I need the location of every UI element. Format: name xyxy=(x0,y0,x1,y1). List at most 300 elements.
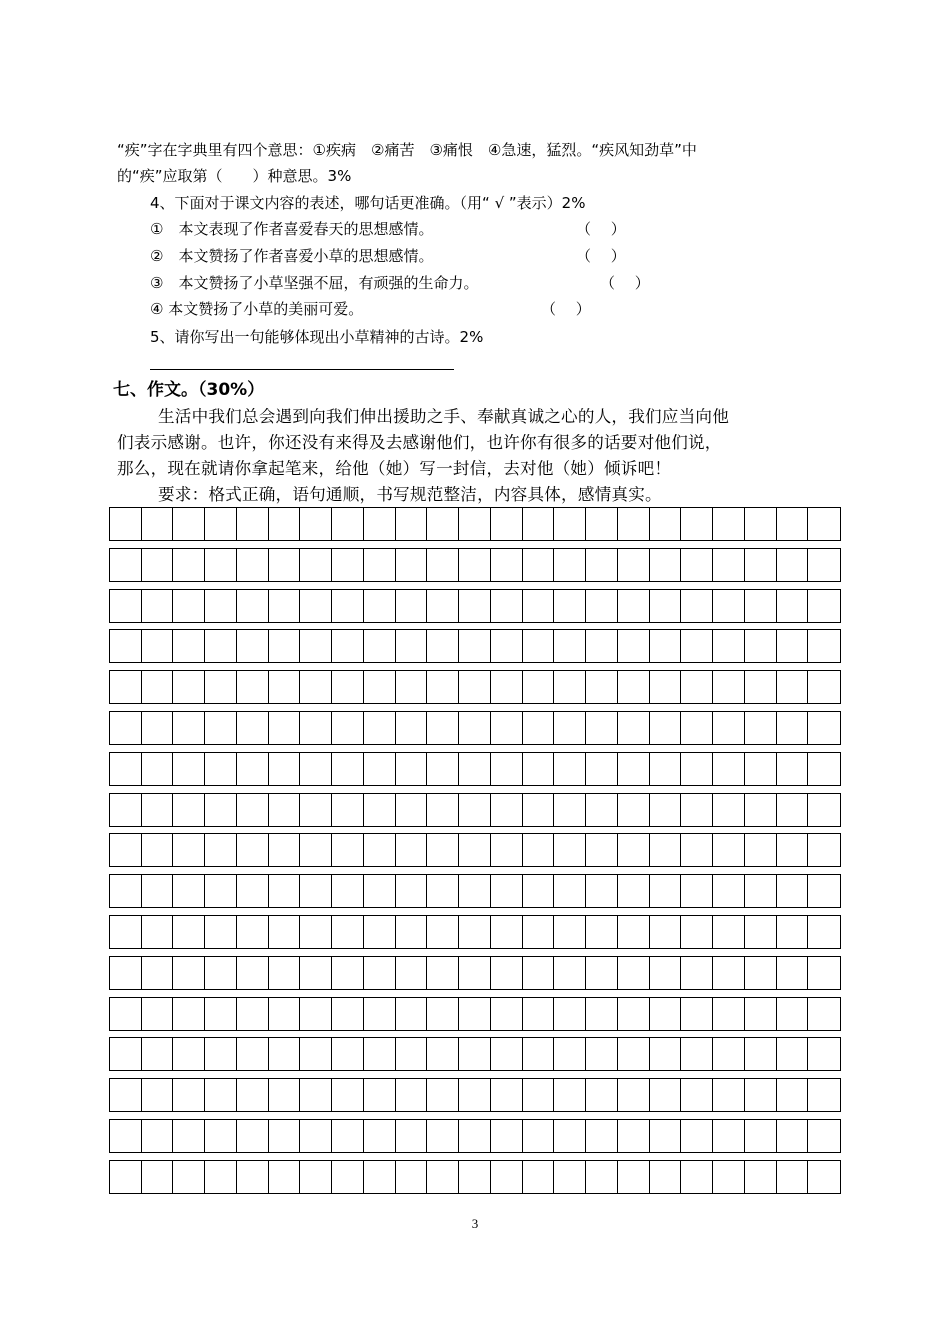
grid-cell[interactable] xyxy=(745,1120,777,1152)
grid-cell[interactable] xyxy=(332,998,364,1030)
grid-cell[interactable] xyxy=(110,712,142,744)
grid-cell[interactable] xyxy=(650,957,682,989)
grid-cell[interactable] xyxy=(142,1079,174,1111)
grid-cell[interactable] xyxy=(491,794,523,826)
grid-cell[interactable] xyxy=(110,753,142,785)
grid-cell[interactable] xyxy=(554,1079,586,1111)
grid-cell[interactable] xyxy=(745,794,777,826)
grid-cell[interactable] xyxy=(300,1038,332,1070)
grid-cell[interactable] xyxy=(745,1038,777,1070)
grid-cell[interactable] xyxy=(364,630,396,662)
grid-cell[interactable] xyxy=(491,1120,523,1152)
grid-cell[interactable] xyxy=(237,671,269,703)
grid-cell[interactable] xyxy=(554,1161,586,1193)
grid-cell[interactable] xyxy=(681,671,713,703)
grid-cell[interactable] xyxy=(300,875,332,907)
grid-cell[interactable] xyxy=(427,834,459,866)
grid-cell[interactable] xyxy=(745,998,777,1030)
grid-cell[interactable] xyxy=(745,590,777,622)
grid-cell[interactable] xyxy=(110,916,142,948)
grid-cell[interactable] xyxy=(650,834,682,866)
grid-cell[interactable] xyxy=(173,1038,205,1070)
grid-cell[interactable] xyxy=(745,957,777,989)
grid-cell[interactable] xyxy=(173,1120,205,1152)
grid-cell[interactable] xyxy=(681,630,713,662)
grid-cell[interactable] xyxy=(459,998,491,1030)
grid-cell[interactable] xyxy=(713,671,745,703)
grid-cell[interactable] xyxy=(777,671,809,703)
grid-cell[interactable] xyxy=(364,1161,396,1193)
grid-cell[interactable] xyxy=(173,630,205,662)
grid-cell[interactable] xyxy=(205,1161,237,1193)
grid-cell[interactable] xyxy=(205,794,237,826)
grid-cell[interactable] xyxy=(237,1079,269,1111)
grid-cell[interactable] xyxy=(618,753,650,785)
grid-cell[interactable] xyxy=(205,712,237,744)
grid-cell[interactable] xyxy=(269,590,301,622)
grid-cell[interactable] xyxy=(523,1079,555,1111)
grid-cell[interactable] xyxy=(332,753,364,785)
grid-cell[interactable] xyxy=(300,1079,332,1111)
grid-cell[interactable] xyxy=(491,998,523,1030)
grid-cell[interactable] xyxy=(491,590,523,622)
grid-cell[interactable] xyxy=(713,998,745,1030)
grid-cell[interactable] xyxy=(808,671,840,703)
grid-cell[interactable] xyxy=(491,875,523,907)
grid-cell[interactable] xyxy=(269,549,301,581)
grid-cell[interactable] xyxy=(681,1079,713,1111)
grid-cell[interactable] xyxy=(364,794,396,826)
grid-cell[interactable] xyxy=(586,834,618,866)
grid-cell[interactable] xyxy=(110,549,142,581)
grid-cell[interactable] xyxy=(332,1038,364,1070)
grid-cell[interactable] xyxy=(618,508,650,540)
grid-cell[interactable] xyxy=(713,834,745,866)
grid-cell[interactable] xyxy=(523,998,555,1030)
grid-cell[interactable] xyxy=(586,998,618,1030)
grid-cell[interactable] xyxy=(237,998,269,1030)
grid-cell[interactable] xyxy=(808,998,840,1030)
grid-cell[interactable] xyxy=(681,834,713,866)
grid-cell[interactable] xyxy=(300,916,332,948)
grid-cell[interactable] xyxy=(427,998,459,1030)
grid-cell[interactable] xyxy=(554,590,586,622)
grid-cell[interactable] xyxy=(459,590,491,622)
grid-cell[interactable] xyxy=(396,875,428,907)
grid-cell[interactable] xyxy=(554,630,586,662)
grid-cell[interactable] xyxy=(300,957,332,989)
grid-cell[interactable] xyxy=(618,1079,650,1111)
grid-cell[interactable] xyxy=(554,508,586,540)
grid-cell[interactable] xyxy=(650,1120,682,1152)
grid-cell[interactable] xyxy=(777,916,809,948)
grid-cell[interactable] xyxy=(427,957,459,989)
grid-cell[interactable] xyxy=(173,1079,205,1111)
grid-cell[interactable] xyxy=(300,590,332,622)
grid-cell[interactable] xyxy=(459,1038,491,1070)
grid-cell[interactable] xyxy=(491,1038,523,1070)
grid-cell[interactable] xyxy=(173,508,205,540)
grid-cell[interactable] xyxy=(459,671,491,703)
grid-cell[interactable] xyxy=(713,794,745,826)
grid-cell[interactable] xyxy=(681,1038,713,1070)
grid-cell[interactable] xyxy=(586,957,618,989)
grid-cell[interactable] xyxy=(237,1120,269,1152)
grid-cell[interactable] xyxy=(808,1038,840,1070)
grid-cell[interactable] xyxy=(681,794,713,826)
grid-cell[interactable] xyxy=(396,630,428,662)
grid-cell[interactable] xyxy=(364,916,396,948)
grid-cell[interactable] xyxy=(713,508,745,540)
grid-cell[interactable] xyxy=(554,957,586,989)
grid-cell[interactable] xyxy=(681,1120,713,1152)
grid-cell[interactable] xyxy=(205,753,237,785)
grid-cell[interactable] xyxy=(523,1038,555,1070)
grid-cell[interactable] xyxy=(142,753,174,785)
grid-cell[interactable] xyxy=(681,957,713,989)
grid-cell[interactable] xyxy=(459,549,491,581)
grid-cell[interactable] xyxy=(681,712,713,744)
grid-cell[interactable] xyxy=(777,753,809,785)
grid-cell[interactable] xyxy=(269,875,301,907)
grid-cell[interactable] xyxy=(618,671,650,703)
grid-cell[interactable] xyxy=(554,1038,586,1070)
grid-cell[interactable] xyxy=(427,590,459,622)
grid-cell[interactable] xyxy=(681,998,713,1030)
grid-cell[interactable] xyxy=(110,1079,142,1111)
grid-cell[interactable] xyxy=(618,1161,650,1193)
grid-cell[interactable] xyxy=(523,794,555,826)
grid-cell[interactable] xyxy=(777,1120,809,1152)
grid-cell[interactable] xyxy=(459,957,491,989)
grid-cell[interactable] xyxy=(808,834,840,866)
grid-cell[interactable] xyxy=(523,590,555,622)
grid-cell[interactable] xyxy=(332,916,364,948)
grid-cell[interactable] xyxy=(491,957,523,989)
grid-cell[interactable] xyxy=(142,998,174,1030)
grid-cell[interactable] xyxy=(713,630,745,662)
grid-cell[interactable] xyxy=(459,1161,491,1193)
grid-cell[interactable] xyxy=(269,916,301,948)
grid-cell[interactable] xyxy=(332,794,364,826)
grid-cell[interactable] xyxy=(396,1120,428,1152)
grid-cell[interactable] xyxy=(110,957,142,989)
q4-option-2-answer-box[interactable]: （ ） xyxy=(576,247,626,265)
grid-cell[interactable] xyxy=(237,834,269,866)
grid-cell[interactable] xyxy=(173,834,205,866)
grid-cell[interactable] xyxy=(364,712,396,744)
grid-cell[interactable] xyxy=(586,1120,618,1152)
grid-cell[interactable] xyxy=(777,1038,809,1070)
grid-cell[interactable] xyxy=(618,834,650,866)
grid-cell[interactable] xyxy=(173,957,205,989)
grid-cell[interactable] xyxy=(173,998,205,1030)
grid-cell[interactable] xyxy=(713,1161,745,1193)
grid-cell[interactable] xyxy=(205,957,237,989)
grid-cell[interactable] xyxy=(618,998,650,1030)
grid-cell[interactable] xyxy=(300,630,332,662)
grid-cell[interactable] xyxy=(110,998,142,1030)
grid-cell[interactable] xyxy=(554,834,586,866)
grid-cell[interactable] xyxy=(205,671,237,703)
grid-cell[interactable] xyxy=(142,508,174,540)
grid-cell[interactable] xyxy=(523,916,555,948)
grid-cell[interactable] xyxy=(205,875,237,907)
grid-cell[interactable] xyxy=(777,590,809,622)
grid-cell[interactable] xyxy=(554,916,586,948)
grid-cell[interactable] xyxy=(618,916,650,948)
grid-cell[interactable] xyxy=(396,1161,428,1193)
grid-cell[interactable] xyxy=(364,1120,396,1152)
grid-cell[interactable] xyxy=(808,508,840,540)
grid-cell[interactable] xyxy=(745,1161,777,1193)
grid-cell[interactable] xyxy=(618,957,650,989)
writing-grid[interactable] xyxy=(109,507,841,1201)
grid-cell[interactable] xyxy=(300,549,332,581)
grid-cell[interactable] xyxy=(364,1079,396,1111)
grid-cell[interactable] xyxy=(332,508,364,540)
grid-cell[interactable] xyxy=(777,957,809,989)
grid-cell[interactable] xyxy=(745,549,777,581)
grid-cell[interactable] xyxy=(650,794,682,826)
grid-cell[interactable] xyxy=(173,671,205,703)
grid-cell[interactable] xyxy=(332,671,364,703)
grid-cell[interactable] xyxy=(681,508,713,540)
grid-cell[interactable] xyxy=(396,1038,428,1070)
q5-answer-line[interactable] xyxy=(150,369,454,370)
grid-cell[interactable] xyxy=(396,834,428,866)
grid-cell[interactable] xyxy=(173,590,205,622)
grid-cell[interactable] xyxy=(237,1038,269,1070)
grid-cell[interactable] xyxy=(650,590,682,622)
grid-cell[interactable] xyxy=(650,875,682,907)
grid-cell[interactable] xyxy=(554,998,586,1030)
grid-cell[interactable] xyxy=(808,590,840,622)
grid-cell[interactable] xyxy=(459,508,491,540)
grid-cell[interactable] xyxy=(396,590,428,622)
grid-cell[interactable] xyxy=(777,998,809,1030)
grid-cell[interactable] xyxy=(237,916,269,948)
grid-cell[interactable] xyxy=(745,875,777,907)
grid-cell[interactable] xyxy=(777,875,809,907)
grid-cell[interactable] xyxy=(586,916,618,948)
grid-cell[interactable] xyxy=(618,590,650,622)
grid-cell[interactable] xyxy=(110,794,142,826)
grid-cell[interactable] xyxy=(142,916,174,948)
grid-cell[interactable] xyxy=(142,590,174,622)
grid-cell[interactable] xyxy=(110,630,142,662)
grid-cell[interactable] xyxy=(396,998,428,1030)
grid-cell[interactable] xyxy=(618,875,650,907)
grid-cell[interactable] xyxy=(300,834,332,866)
grid-cell[interactable] xyxy=(650,998,682,1030)
grid-cell[interactable] xyxy=(110,1120,142,1152)
grid-cell[interactable] xyxy=(427,712,459,744)
grid-cell[interactable] xyxy=(364,875,396,907)
grid-cell[interactable] xyxy=(554,549,586,581)
grid-cell[interactable] xyxy=(808,753,840,785)
grid-cell[interactable] xyxy=(269,794,301,826)
q4-option-4-answer-box[interactable]: （ ） xyxy=(541,300,591,318)
grid-cell[interactable] xyxy=(110,1161,142,1193)
grid-cell[interactable] xyxy=(396,712,428,744)
grid-cell[interactable] xyxy=(332,957,364,989)
grid-cell[interactable] xyxy=(523,1120,555,1152)
grid-cell[interactable] xyxy=(554,1120,586,1152)
grid-cell[interactable] xyxy=(269,1120,301,1152)
grid-cell[interactable] xyxy=(554,753,586,785)
grid-cell[interactable] xyxy=(269,834,301,866)
grid-cell[interactable] xyxy=(523,508,555,540)
grid-cell[interactable] xyxy=(300,794,332,826)
grid-cell[interactable] xyxy=(237,630,269,662)
grid-cell[interactable] xyxy=(808,794,840,826)
grid-cell[interactable] xyxy=(396,753,428,785)
grid-cell[interactable] xyxy=(237,753,269,785)
grid-cell[interactable] xyxy=(523,875,555,907)
q4-option-3-answer-box[interactable]: （ ） xyxy=(600,274,650,292)
grid-cell[interactable] xyxy=(142,630,174,662)
grid-cell[interactable] xyxy=(808,1161,840,1193)
grid-cell[interactable] xyxy=(269,630,301,662)
grid-cell[interactable] xyxy=(586,508,618,540)
grid-cell[interactable] xyxy=(713,916,745,948)
grid-cell[interactable] xyxy=(808,957,840,989)
grid-cell[interactable] xyxy=(777,508,809,540)
grid-cell[interactable] xyxy=(142,957,174,989)
grid-cell[interactable] xyxy=(427,794,459,826)
grid-cell[interactable] xyxy=(681,1161,713,1193)
grid-cell[interactable] xyxy=(300,671,332,703)
grid-cell[interactable] xyxy=(523,957,555,989)
grid-cell[interactable] xyxy=(523,630,555,662)
grid-cell[interactable] xyxy=(777,630,809,662)
grid-cell[interactable] xyxy=(205,998,237,1030)
grid-cell[interactable] xyxy=(586,630,618,662)
grid-cell[interactable] xyxy=(110,590,142,622)
grid-cell[interactable] xyxy=(269,671,301,703)
grid-cell[interactable] xyxy=(300,508,332,540)
grid-cell[interactable] xyxy=(523,753,555,785)
grid-cell[interactable] xyxy=(396,508,428,540)
grid-cell[interactable] xyxy=(427,753,459,785)
grid-cell[interactable] xyxy=(650,549,682,581)
grid-cell[interactable] xyxy=(650,630,682,662)
grid-cell[interactable] xyxy=(650,1079,682,1111)
grid-cell[interactable] xyxy=(491,1079,523,1111)
grid-cell[interactable] xyxy=(396,549,428,581)
grid-cell[interactable] xyxy=(427,508,459,540)
grid-cell[interactable] xyxy=(681,875,713,907)
grid-cell[interactable] xyxy=(491,1161,523,1193)
grid-cell[interactable] xyxy=(777,794,809,826)
grid-cell[interactable] xyxy=(554,875,586,907)
grid-cell[interactable] xyxy=(745,712,777,744)
grid-cell[interactable] xyxy=(459,875,491,907)
grid-cell[interactable] xyxy=(205,1120,237,1152)
grid-cell[interactable] xyxy=(396,957,428,989)
grid-cell[interactable] xyxy=(650,1161,682,1193)
grid-cell[interactable] xyxy=(618,630,650,662)
grid-cell[interactable] xyxy=(713,957,745,989)
grid-cell[interactable] xyxy=(332,834,364,866)
grid-cell[interactable] xyxy=(459,834,491,866)
grid-cell[interactable] xyxy=(142,875,174,907)
grid-cell[interactable] xyxy=(713,1120,745,1152)
grid-cell[interactable] xyxy=(205,630,237,662)
grid-cell[interactable] xyxy=(586,753,618,785)
grid-cell[interactable] xyxy=(808,875,840,907)
grid-cell[interactable] xyxy=(491,508,523,540)
grid-cell[interactable] xyxy=(777,834,809,866)
grid-cell[interactable] xyxy=(808,630,840,662)
grid-cell[interactable] xyxy=(364,753,396,785)
grid-cell[interactable] xyxy=(237,875,269,907)
grid-cell[interactable] xyxy=(205,1079,237,1111)
grid-cell[interactable] xyxy=(491,549,523,581)
grid-cell[interactable] xyxy=(713,1079,745,1111)
grid-cell[interactable] xyxy=(681,916,713,948)
grid-cell[interactable] xyxy=(459,1120,491,1152)
grid-cell[interactable] xyxy=(173,916,205,948)
grid-cell[interactable] xyxy=(142,671,174,703)
grid-cell[interactable] xyxy=(681,549,713,581)
grid-cell[interactable] xyxy=(205,916,237,948)
grid-cell[interactable] xyxy=(713,712,745,744)
grid-cell[interactable] xyxy=(396,916,428,948)
grid-cell[interactable] xyxy=(364,590,396,622)
grid-cell[interactable] xyxy=(364,671,396,703)
grid-cell[interactable] xyxy=(332,875,364,907)
grid-cell[interactable] xyxy=(237,1161,269,1193)
grid-cell[interactable] xyxy=(142,834,174,866)
grid-cell[interactable] xyxy=(650,753,682,785)
grid-cell[interactable] xyxy=(713,875,745,907)
grid-cell[interactable] xyxy=(745,630,777,662)
grid-cell[interactable] xyxy=(427,671,459,703)
grid-cell[interactable] xyxy=(808,712,840,744)
grid-cell[interactable] xyxy=(427,630,459,662)
grid-cell[interactable] xyxy=(173,549,205,581)
grid-cell[interactable] xyxy=(237,712,269,744)
grid-cell[interactable] xyxy=(459,712,491,744)
grid-cell[interactable] xyxy=(650,916,682,948)
grid-cell[interactable] xyxy=(205,1038,237,1070)
grid-cell[interactable] xyxy=(491,834,523,866)
grid-cell[interactable] xyxy=(364,508,396,540)
grid-cell[interactable] xyxy=(808,549,840,581)
grid-cell[interactable] xyxy=(713,753,745,785)
grid-cell[interactable] xyxy=(491,712,523,744)
grid-cell[interactable] xyxy=(237,590,269,622)
grid-cell[interactable] xyxy=(110,671,142,703)
grid-cell[interactable] xyxy=(777,549,809,581)
grid-cell[interactable] xyxy=(396,1079,428,1111)
grid-cell[interactable] xyxy=(110,875,142,907)
grid-cell[interactable] xyxy=(269,1038,301,1070)
grid-cell[interactable] xyxy=(205,590,237,622)
grid-cell[interactable] xyxy=(777,1161,809,1193)
grid-cell[interactable] xyxy=(237,794,269,826)
grid-cell[interactable] xyxy=(745,916,777,948)
grid-cell[interactable] xyxy=(491,671,523,703)
grid-cell[interactable] xyxy=(777,1079,809,1111)
grid-cell[interactable] xyxy=(332,1161,364,1193)
grid-cell[interactable] xyxy=(427,1038,459,1070)
grid-cell[interactable] xyxy=(554,712,586,744)
grid-cell[interactable] xyxy=(364,834,396,866)
grid-cell[interactable] xyxy=(745,1079,777,1111)
